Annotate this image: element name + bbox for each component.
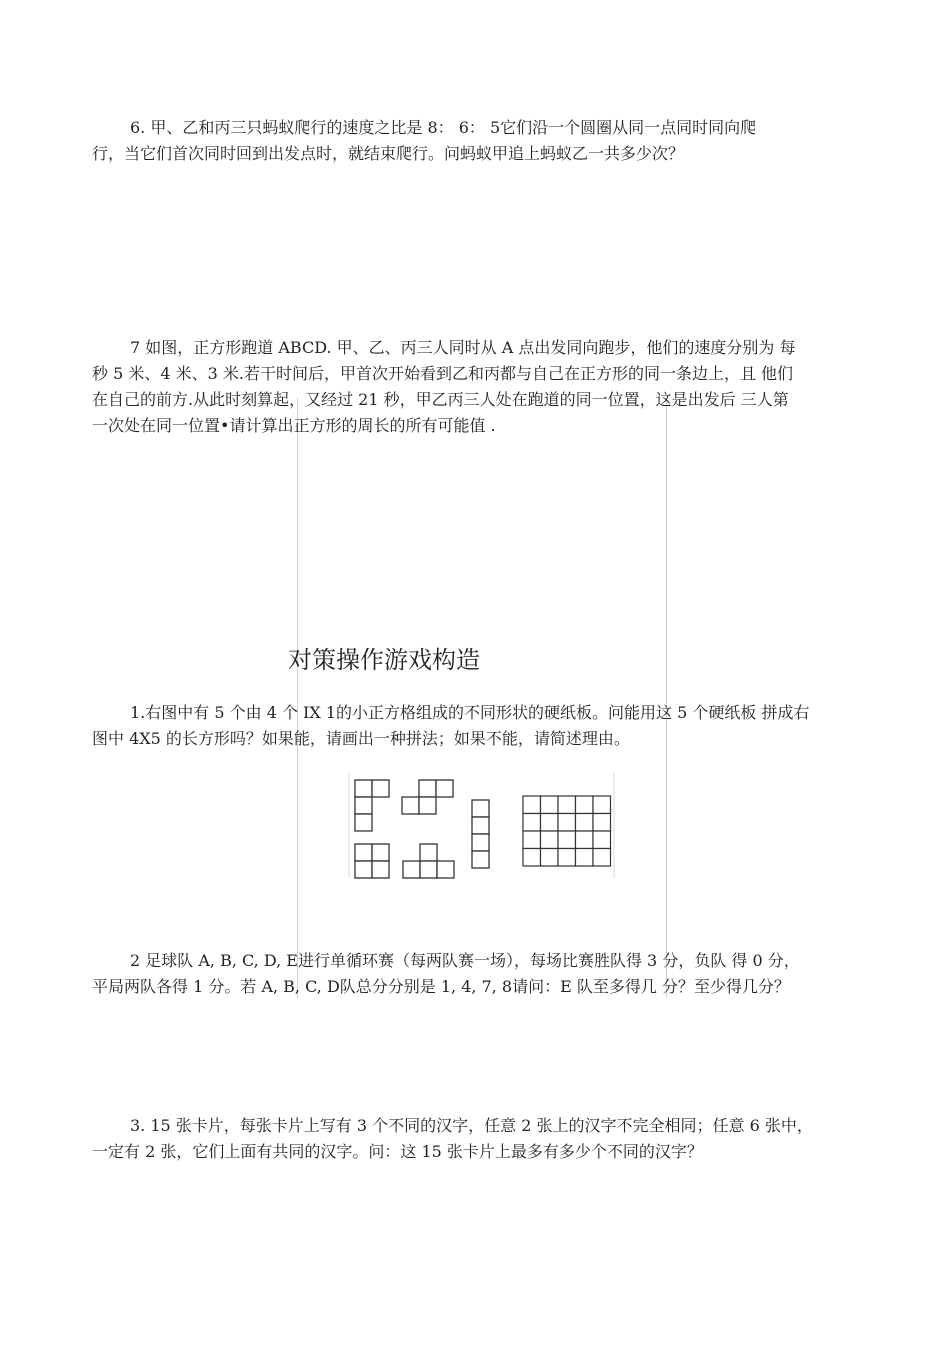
tetromino-figure bbox=[345, 772, 620, 882]
grid-cell bbox=[558, 814, 576, 832]
piece-t bbox=[403, 844, 454, 878]
piece-cell bbox=[472, 834, 489, 851]
section-title: 对策操作游戏构造 bbox=[288, 646, 480, 674]
grid-cell bbox=[523, 796, 541, 814]
grid-cell bbox=[523, 831, 541, 849]
piece-cell bbox=[472, 851, 489, 868]
problem-7-line-2: 秒 5 米、4 米、3 米.若干时间后，甲首次开始看到乙和丙都与自己在正方形的同一条边上，且 他们 bbox=[92, 364, 794, 383]
question-2-line-2: 平局两队各得 1 分。若 A, B, C, D队总分分别是 1, 4, 7, 8请问：E 队至多得几 分？至少得几分？ bbox=[92, 977, 790, 996]
problem-7-line-4: 一次处在同一位置•请计算出正方形的周长的所有可能值 . bbox=[92, 416, 496, 435]
piece-s bbox=[402, 780, 453, 814]
piece-cell bbox=[420, 861, 437, 878]
question-1-line-2: 图中 4X5 的长方形吗？如果能，请画出一种拼法；如果不能，请简述理由。 bbox=[92, 729, 630, 748]
question-2-line-1: 2 足球队 A, B, C, D, E进行单循环赛（每两队赛一场），每场比赛胜队得 3 分，负队 得 0 分， bbox=[130, 951, 800, 970]
question-3 bbox=[92, 1113, 882, 1165]
grid-cell bbox=[541, 831, 559, 849]
piece-cell bbox=[355, 814, 372, 831]
grid-cell bbox=[523, 814, 541, 832]
piece-cell bbox=[372, 844, 389, 861]
grid-cell bbox=[558, 849, 576, 867]
question-2 bbox=[92, 948, 882, 1000]
question-1 bbox=[92, 700, 882, 752]
grid-cell bbox=[593, 814, 611, 832]
target-rectangle-grid bbox=[523, 796, 611, 866]
piece-cell bbox=[372, 861, 389, 878]
piece-cell bbox=[437, 861, 454, 878]
grid-cell bbox=[541, 814, 559, 832]
question-1-line-1: 1.右图中有 5 个由 4 个 IX 1的小正方格组成的不同形状的硬纸板。问能用这 5 个硬纸板 拼成右 bbox=[130, 703, 810, 722]
piece-cell bbox=[436, 780, 453, 797]
piece-i bbox=[472, 800, 489, 868]
piece-cell bbox=[402, 797, 419, 814]
question-3-line-2: 一定有 2 张，它们上面有共同的汉字。问：这 15 张卡片上最多有多少个不同的汉字？ bbox=[92, 1142, 703, 1161]
grid-cell bbox=[576, 831, 594, 849]
question-3-line-1: 3. 15 张卡片，每张卡片上写有 3 个不同的汉字，任意 2 张上的汉字不完全相同；任意 6 张中， bbox=[130, 1116, 813, 1135]
piece-cell bbox=[419, 797, 436, 814]
scan-line-right bbox=[666, 398, 667, 998]
piece-cell bbox=[372, 780, 389, 797]
piece-cell bbox=[355, 780, 372, 797]
grid-cell bbox=[576, 796, 594, 814]
scan-line-left bbox=[297, 398, 298, 998]
problem-6-line-1: 6. 甲、乙和丙三只蚂蚁爬行的速度之比是 8： 6： 5它们沿一个圆圈从同一点同时同向爬 bbox=[130, 118, 757, 137]
problem-6-line-2: 行，当它们首次同时回到出发点时，就结束爬行。问蚂蚁甲追上蚂蚁乙一共多少次？ bbox=[92, 144, 685, 163]
piece-o bbox=[355, 844, 389, 878]
grid-cell bbox=[593, 831, 611, 849]
piece-cell bbox=[420, 844, 437, 861]
problem-7-line-1: 7 如图，正方形跑道 ABCD. 甲、乙、丙三人同时从 A 点出发同向跑步，他们的速度分别为 每 bbox=[130, 338, 796, 357]
grid-cell bbox=[523, 849, 541, 867]
piece-cell bbox=[403, 861, 420, 878]
piece-cell bbox=[355, 861, 372, 878]
grid-cell bbox=[558, 831, 576, 849]
grid-cell bbox=[541, 796, 559, 814]
problem-7-line-3: 在自己的前方.从此时刻算起，又经过 21 秒，甲乙丙三人处在跑道的同一位置，这是出发后 三人第 bbox=[92, 390, 789, 409]
piece-cell bbox=[355, 844, 372, 861]
piece-cell bbox=[419, 780, 436, 797]
piece-cell bbox=[472, 817, 489, 834]
problem-7 bbox=[92, 335, 882, 439]
piece-cell bbox=[355, 797, 372, 814]
piece-cell bbox=[472, 800, 489, 817]
piece-l bbox=[355, 780, 389, 831]
problem-6 bbox=[92, 115, 882, 167]
grid-cell bbox=[593, 849, 611, 867]
grid-cell bbox=[558, 796, 576, 814]
grid-cell bbox=[541, 849, 559, 867]
grid-cell bbox=[576, 849, 594, 867]
grid-cell bbox=[576, 814, 594, 832]
grid-cell bbox=[593, 796, 611, 814]
